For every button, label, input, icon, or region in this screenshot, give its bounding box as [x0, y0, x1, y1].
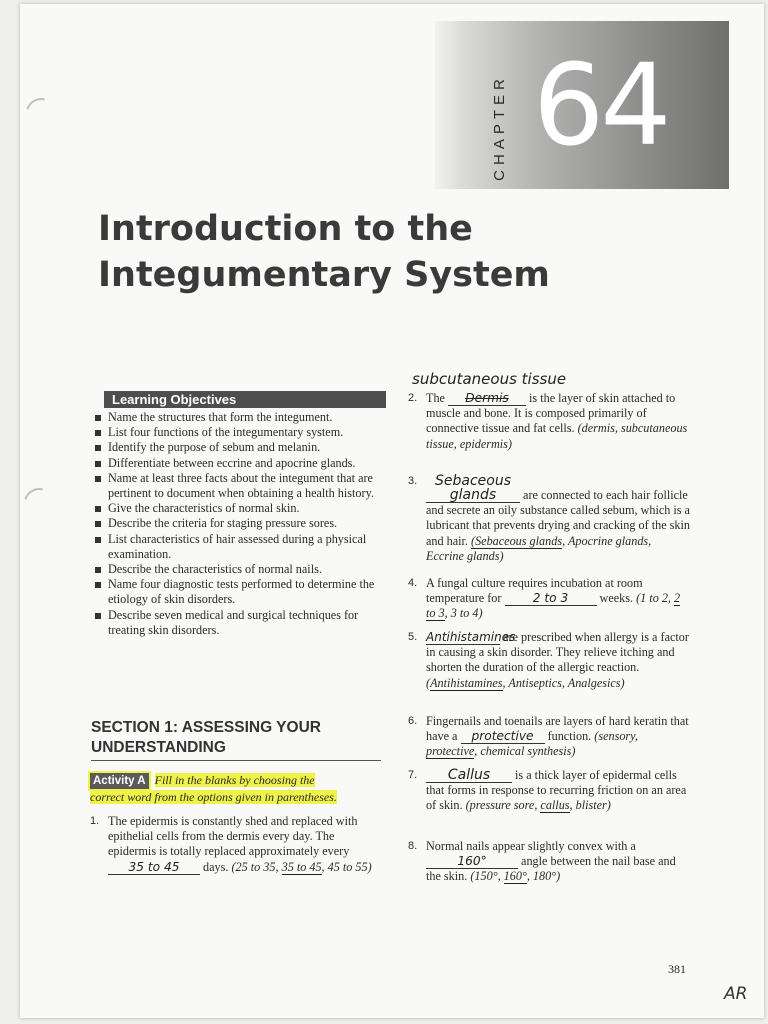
- answer-options: (pressure sore, callus, blister): [465, 798, 611, 813]
- handwritten-answer: Dermis: [465, 391, 509, 405]
- document-page: [20, 4, 764, 1018]
- objective-item: Describe the criteria for staging pressure sores.: [94, 516, 390, 531]
- answer-options: (Sebaceous glands, Apocrine glands, Eccrine glands): [426, 533, 652, 563]
- chapter-title: Introduction to the Integumentary System: [98, 209, 550, 295]
- section-heading: SECTION 1: ASSESSING YOUR UNDERSTANDING: [91, 718, 381, 761]
- answer-blank: [426, 768, 512, 783]
- handwritten-answer: 160°: [457, 854, 487, 869]
- answer-blank: [426, 854, 518, 869]
- handwritten-initials: AR: [724, 984, 748, 1004]
- question-3: 3. Sebaceous glands are connected to each hair follicle and secrete an oily substance called sebum, which is a lubricant that prevents drying and cracking of the skin and hair. (Sebaceous glands, Apocrine glands, Eccrine glands): [408, 473, 690, 563]
- question-5: 5. Antihistamines are prescribed when allergy is a factor in causing a skin disorder. They relieve itching and shorten the duration of the allergic reaction. (Antihistamines, Antiseptics, Analgesics): [408, 630, 689, 690]
- objective-item: Describe the characteristics of normal nails.: [94, 562, 390, 577]
- answer-blank: [426, 630, 516, 645]
- objective-item: List characteristics of hair assessed during a physical examination.: [94, 532, 390, 562]
- activity-badge: Activity A: [90, 773, 149, 789]
- chapter-label: CHAPTER: [490, 73, 508, 181]
- handwritten-answer: 35 to 45: [128, 859, 180, 874]
- handwritten-answer: protective: [471, 729, 534, 744]
- learning-objectives-header: Learning Objectives: [104, 391, 386, 408]
- handwritten-answer: 2 to 3: [532, 591, 569, 606]
- handwritten-answer: Sebaceous glands: [434, 473, 511, 503]
- activity-instructions: Activity A Fill in the blanks by choosing the correct word from the options given in parentheses.: [90, 773, 337, 804]
- handwritten-annotation: subcutaneous tissue: [412, 370, 567, 388]
- objective-item: Give the characteristics of normal skin.: [94, 501, 390, 516]
- objective-item: Describe seven medical and surgical techniques for treating skin disorders.: [94, 608, 390, 638]
- answer-options: (1 to 2, 2 to 3, 3 to 4): [426, 591, 681, 621]
- question-1: 1. The epidermis is constantly shed and replaced with epithelial cells from the dermis every day. The epidermis is totally replaced approximately every 35 to 45 days. (25 to 35, 35 to 45, 45 to 55): [90, 814, 372, 874]
- hole-punch-middle: [19, 483, 60, 524]
- answer-options: (dermis, subcutaneous tissue, epidermis): [426, 421, 688, 451]
- answer-options: (25 to 35, 35 to 45, 45 to 55): [231, 859, 372, 874]
- answer-options: (sensory, protective, chemical synthesis): [426, 729, 638, 759]
- question-6: 6. Fingernails and toenails are layers of hard keratin that have a protective function. (sensory, protective, chemical synthesis): [408, 714, 689, 759]
- learning-objectives-list: [94, 410, 390, 638]
- objective-item: Identify the purpose of sebum and melanin.: [94, 440, 390, 455]
- page-number: 381: [668, 962, 686, 976]
- answer-options: (150°, 160°, 180°): [470, 869, 561, 884]
- question-4: 4. A fungal culture requires incubation at room temperature for 2 to 3 weeks. (1 to 2, 2 to 3, 3 to 4): [408, 576, 681, 621]
- question-2: 2. The Dermis is the layer of skin attached to muscle and bone. It is composed primarily of connective tissue and fat cells. (dermis, subcutaneous tissue, epidermis): [408, 391, 688, 451]
- handwritten-answer: Callus: [447, 767, 491, 783]
- answer-blank: [505, 591, 597, 606]
- answer-options: (Antihistamines, Antiseptics, Analgesics): [426, 675, 625, 690]
- objective-item: Name the structures that form the integument.: [94, 410, 390, 425]
- objective-item: List four functions of the integumentary system.: [94, 425, 390, 440]
- answer-blank: [426, 474, 520, 503]
- answer-blank: [461, 729, 545, 744]
- objective-item: Name at least three facts about the integument that are pertinent to document when obtaining a health history.: [94, 471, 390, 501]
- handwritten-answer: Antihistamines: [426, 630, 516, 644]
- hole-punch-top: [21, 93, 62, 134]
- question-8: 8. Normal nails appear slightly convex with a 160° angle between the nail base and the skin. (150°, 160°, 180°): [408, 839, 676, 884]
- chapter-number: 64: [533, 41, 668, 171]
- objective-item: Differentiate between eccrine and apocrine glands.: [94, 456, 390, 471]
- objective-item: Name four diagnostic tests performed to determine the etiology of skin disorders.: [94, 577, 390, 607]
- question-7: 7. Callus is a thick layer of epidermal cells that forms in response to recurring friction on an area of skin. (pressure sore, callus, blister): [408, 767, 687, 813]
- answer-blank: [108, 860, 200, 875]
- answer-blank: [448, 391, 526, 406]
